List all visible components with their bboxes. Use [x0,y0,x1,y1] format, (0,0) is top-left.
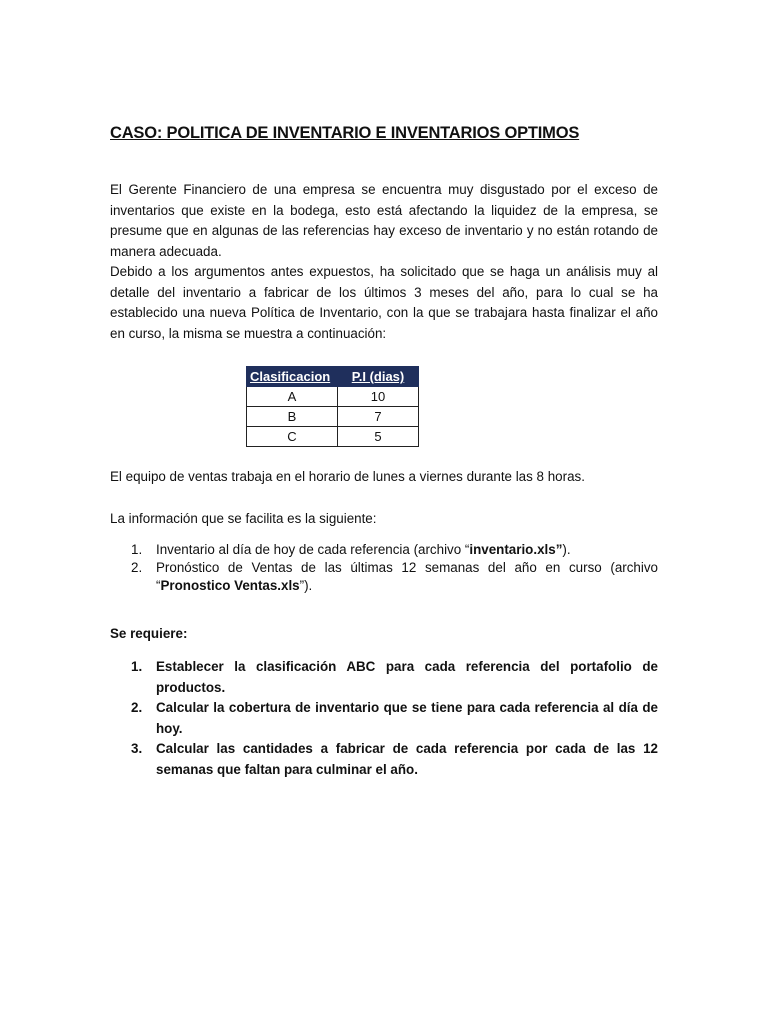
table-cell-class: C [247,427,338,447]
intro-paragraph: El Gerente Financiero de una empresa se encuentra muy disgustado por el exceso de inventarios que existe en la bodega, esto está afectando la liquidez de la empresa, se presume que en algunas de las referencias hay exceso de inventario y no están rotando de manera adecuada. [110,182,658,259]
table-cell-days: 5 [338,427,419,447]
requirements-list [110,657,658,780]
list-number: 1. [131,659,143,674]
document-title: CASO: POLITICA DE INVENTARIO E INVENTARIOS OPTIMOS [110,124,580,142]
table-cell-days: 7 [338,407,419,427]
inventory-policy-table [246,366,419,447]
info-list [110,541,658,595]
table-header-row [247,367,419,387]
column-header-clasificacion: Clasificacion [247,367,338,387]
table-row [247,427,419,447]
list-item [110,541,658,559]
table-cell-class: A [247,387,338,407]
requirement-text: Calcular las cantidades a fabricar de cada referencia por cada de las 12 semanas que faltan para culminar el año. [156,741,658,777]
list-item [110,698,658,739]
list-item [110,657,658,698]
list-number: 2. [131,700,143,715]
sales-team-text: El equipo de ventas trabaja en el horario de lunes a viernes durante las 8 horas. [110,469,585,484]
info-item-suffix: ). [562,542,571,557]
requirement-text: Establecer la clasificación ABC para cada referencia del portafolio de productos. [156,659,658,695]
info-item-suffix: ”). [299,578,313,593]
list-number: 3. [131,741,143,756]
list-number: 1. [131,542,143,557]
requirement-text: Calcular la cobertura de inventario que se tiene para cada referencia al día de hoy. [156,700,658,736]
info-heading: La información que se facilita es la siguiente: [110,511,377,526]
info-item-text: Pronóstico de Ventas de las últimas 12 semanas del año en curso (archivo “ [156,560,658,593]
list-item [110,739,658,780]
file-name: Pronostico Ventas.xls [160,578,300,593]
policy-paragraph: Debido a los argumentos antes expuestos, ha solicitado que se haga un análisis muy al detalle del inventario a fabricar de los últimos 3 meses del año, para lo cual se ha establecido una nueva Política de Inventario, con la que se trabajara hasta finalizar el año en curso, la misma se muestra a continuación: [110,264,658,341]
table-row [247,387,419,407]
table-cell-days: 10 [338,387,419,407]
table-cell-class: B [247,407,338,427]
list-item [110,559,658,595]
info-item-text: Inventario al día de hoy de cada referencia (archivo “ [156,542,470,557]
required-heading: Se requiere: [110,626,188,641]
file-name: inventario.xls” [469,542,563,557]
column-header-pi-dias: P.I (dias) [338,367,419,387]
table-row [247,407,419,427]
list-number: 2. [131,560,143,575]
